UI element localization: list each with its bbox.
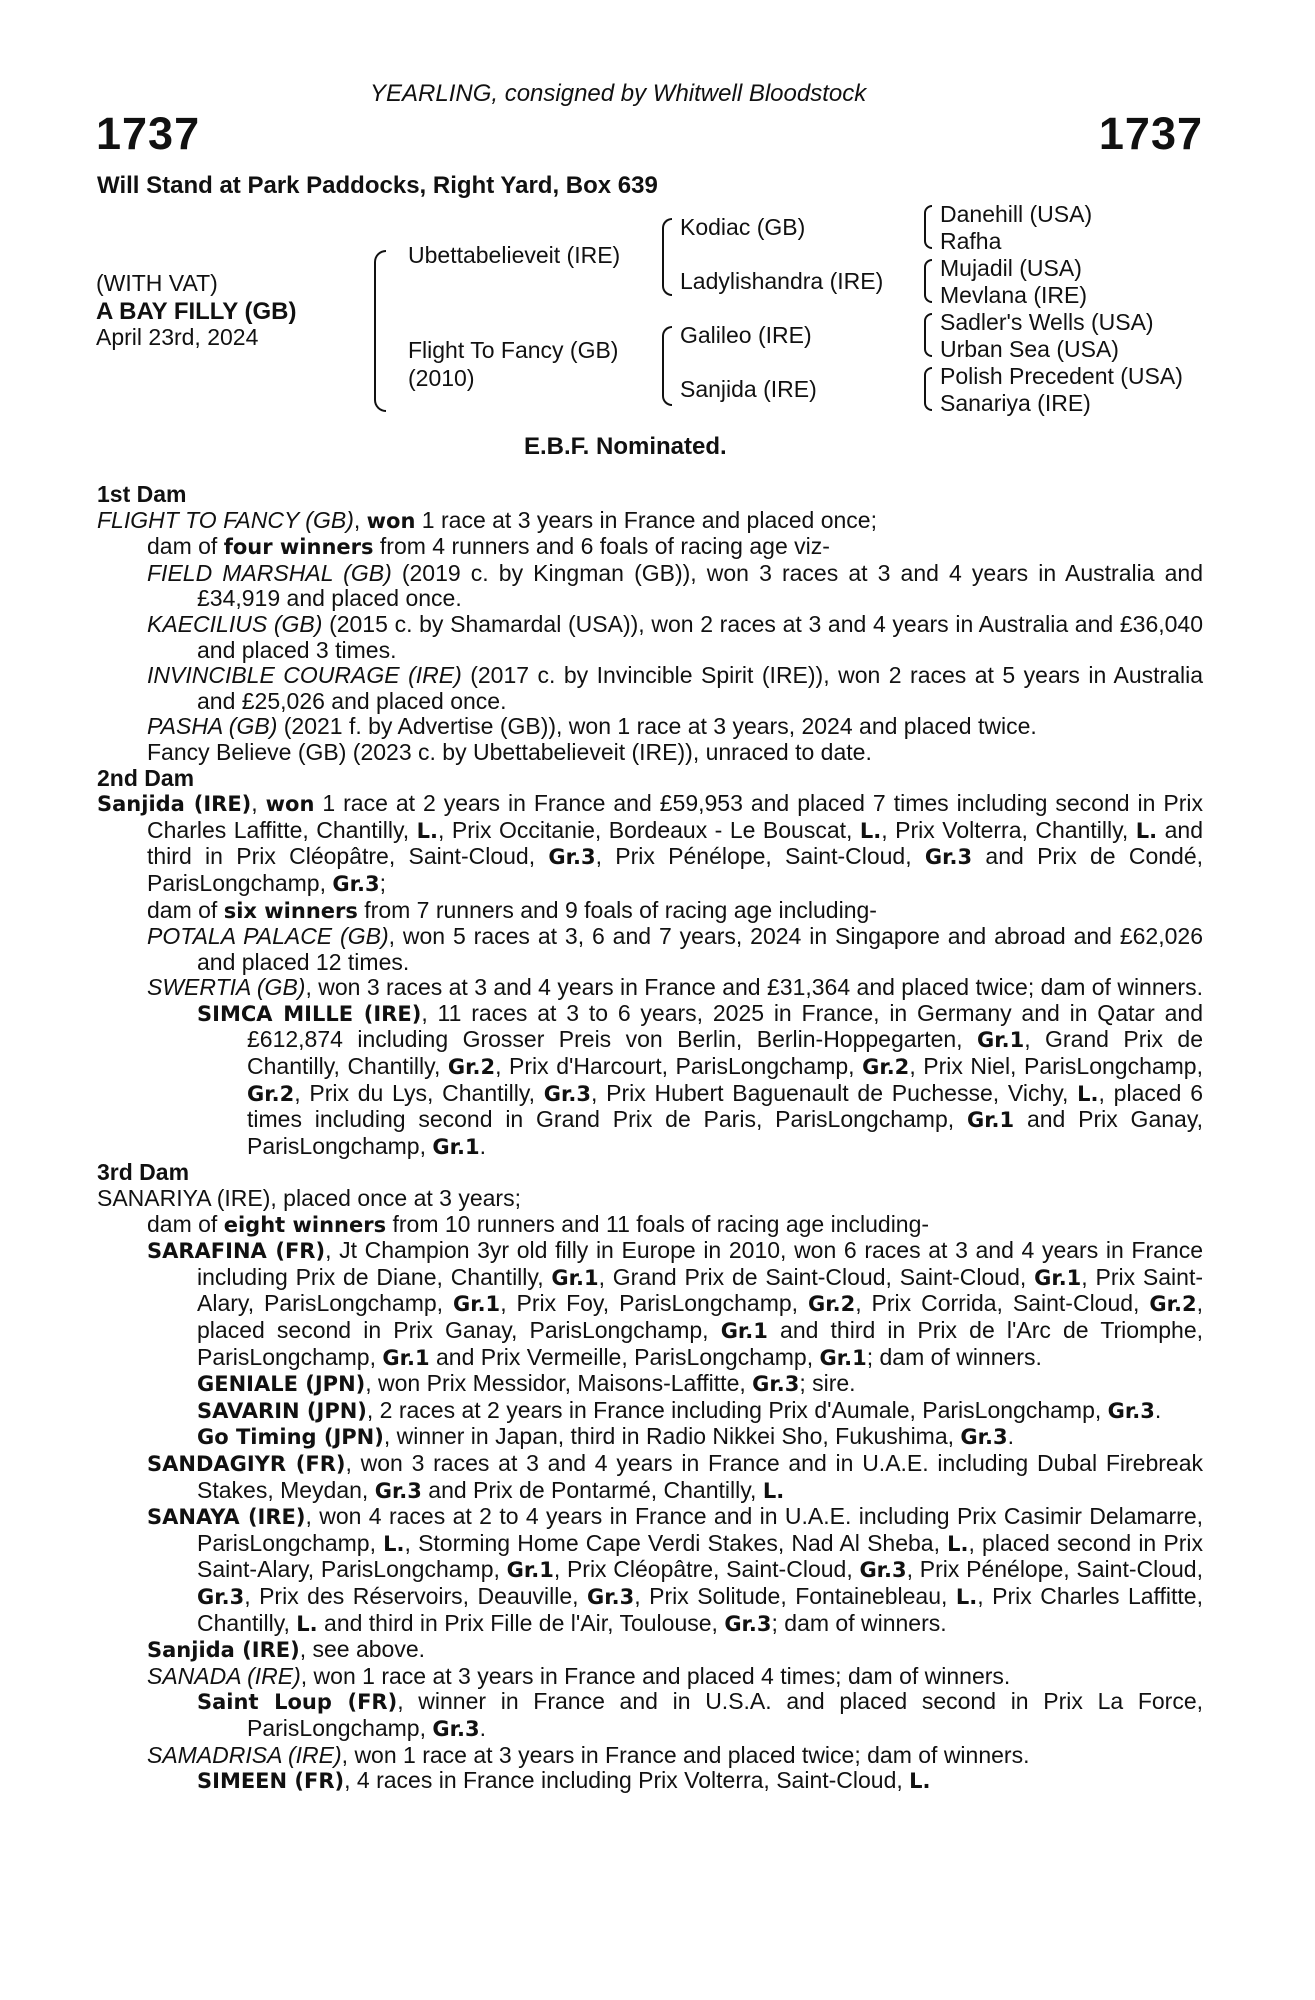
pedigree-ggp-7: Polish Precedent (USA) xyxy=(940,363,1183,389)
progeny-entry: SIMCA MILLE (IRE), 11 races at 3 to 6 years, 2025 in France, in Germany and in Qatar and £612,874 including Grosser Preis von Berlin, Berlin-Hoppegarten, Gr.1, Grand Prix de Chantilly, Chantilly, Gr.2, Prix d'Harcourt, ParisLongchamp, Gr.2, Prix Niel, ParisLongchamp, Gr.2, Prix du Lys, Chantilly, Gr.3, Prix Hubert Baguenault de Puchesse, Vichy, L., placed 6 times including second in Grand Prix de Paris, ParisLongchamp, Gr.1 and Prix Ganay, ParisLongchamp, Gr.1. xyxy=(197,999,1204,1159)
pedigree-ggp-1: Danehill (USA) xyxy=(940,201,1093,227)
progeny-entry: SAMADRISA (IRE), won 1 race at 3 years in France and placed twice; dam of winners. xyxy=(147,1741,1030,1768)
progeny-entry: INVINCIBLE COURAGE (IRE) (2017 c. by Invincible Spirit (IRE)), won 2 races at 5 years in Australia and £25,026 and placed once. xyxy=(147,662,1204,714)
ebf-nomination: E.B.F. Nominated. xyxy=(524,433,727,460)
pedigree-dam-year: (2010) xyxy=(408,365,475,391)
horse-name: A BAY FILLY (GB) xyxy=(96,298,297,325)
progeny-entry: SWERTIA (GB), won 3 races at 3 and 4 years in France and £31,364 and placed twice; dam of winners. xyxy=(147,974,1203,1001)
pedigree-brace-sire xyxy=(662,218,672,296)
progeny-entry: SANADA (IRE), won 1 race at 3 years in France and placed 4 times; dam of winners. xyxy=(147,1662,1011,1689)
progeny-entry: SANAYA (IRE), won 4 races at 2 to 4 years in France and in U.A.E. including Prix Casimir Delamarre, ParisLongchamp, L., Storming Home Cape Verdi Stakes, Nad Al Sheba, L., placed second in Prix Saint-Alary, ParisLongchamp, Gr.1, Prix Cléopâtre, Saint-Cloud, Gr.3, Prix Pénélope, Saint-Cloud, Gr.3, Prix des Réservoirs, Deauville, Gr.3, Prix Solitude, Fontainebleau, L., Prix Charles Laffitte, Chantilly, L. and third in Prix Fille de l'Air, Toulouse, Gr.3; dam of winners. xyxy=(147,1503,1203,1636)
progeny-entry: GENIALE (JPN), won Prix Messidor, Maisons-Laffitte, Gr.3; sire. xyxy=(197,1370,856,1397)
progeny-entry: Saint Loup (FR), winner in France and in U.S.A. and placed second in Prix La Force, ParisLongchamp, Gr.3. xyxy=(197,1688,1204,1741)
progeny-entry: PASHA (GB) (2021 f. by Advertise (GB)), won 1 race at 3 years, 2024 and placed twice. xyxy=(147,713,1037,740)
pedigree-sire: Ubettabelieveit (IRE) xyxy=(408,242,621,268)
pedigree-ggp-2: Rafha xyxy=(940,228,1002,254)
first-dam-paragraph: FLIGHT TO FANCY (GB), won 1 race at 3 years in France and placed once; dam of four winners from 4 runners and 6 foals of racing age viz- xyxy=(97,506,877,560)
pedigree-dam-sire: Galileo (IRE) xyxy=(680,322,812,348)
progeny-entry: SIMEEN (FR), 4 races in France including Prix Volterra, Saint-Cloud, L. xyxy=(197,1767,931,1794)
third-dam-paragraph: SANARIYA (IRE), placed once at 3 years; dam of eight winners from 10 runners and 11 foals of racing age including- xyxy=(97,1185,930,1237)
consignor-line: YEARLING, consigned by Whitwell Bloodstock xyxy=(370,80,867,107)
pedigree-ggp-8: Sanariya (IRE) xyxy=(940,390,1091,416)
progeny-entry: SAVARIN (JPN), 2 races at 2 years in France including Prix d'Aumale, ParisLongchamp, Gr.3. xyxy=(197,1396,1162,1423)
pedigree-sire-dam: Ladylishandra (IRE) xyxy=(680,268,884,294)
second-dam-heading: 2nd Dam xyxy=(97,764,195,791)
pedigree-ggp-6: Urban Sea (USA) xyxy=(940,336,1119,362)
pedigree-brace-g2 xyxy=(924,259,932,303)
progeny-entry: Sanjida (IRE), see above. xyxy=(147,1636,425,1663)
progeny-entry: POTALA PALACE (GB), won 5 races at 3, 6 and 7 years, 2024 in Singapore and abroad and £62,026 and placed 12 times. xyxy=(147,923,1203,975)
first-dam-heading: 1st Dam xyxy=(97,481,187,507)
pedigree-sire-sire: Kodiac (GB) xyxy=(680,214,806,240)
foaled-date: April 23rd, 2024 xyxy=(96,324,259,350)
progeny-entry: SARAFINA (FR), Jt Champion 3yr old filly in Europe in 2010, won 6 races at 3 and 4 years in France including Prix de Diane, Chantilly, Gr.1, Grand Prix de Saint-Cloud, Saint-Cloud, Gr.1, Prix Saint-Alary, ParisLongchamp, Gr.1, Prix Foy, ParisLongchamp, Gr.2, Prix Corrida, Saint-Cloud, Gr.2, placed second in Prix Ganay, ParisLongchamp, Gr.1 and third in Prix de l'Arc de Triomphe, ParisLongchamp, Gr.1 and Prix Vermeille, ParisLongchamp, Gr.1; dam of winners. xyxy=(147,1237,1204,1370)
pedigree-dam-dam: Sanjida (IRE) xyxy=(680,376,817,402)
lot-number-right: 1737 xyxy=(1098,108,1203,159)
progeny-entry: Go Timing (JPN), winner in Japan, third in Radio Nikkei Sho, Fukushima, Gr.3. xyxy=(197,1423,1015,1450)
pedigree-brace-dam xyxy=(662,326,672,406)
pedigree-brace-g4 xyxy=(924,367,932,411)
pedigree-brace-g1 xyxy=(924,205,932,249)
progeny-entry: FIELD MARSHAL (GB) (2019 c. by Kingman (GB)), won 3 races at 3 and 4 years in Australia and £34,919 and placed once. xyxy=(147,559,1203,612)
second-dam-paragraph: Sanjida (IRE), won 1 race at 2 years in France and £59,953 and placed 7 times including second in Prix Charles Laffitte, Chantilly, L., Prix Occitanie, Bordeaux - Le Bouscat, L., Prix Volterra, Chantilly, L. and third in Prix Cléopâtre, Saint-Cloud, Gr.3, Prix Pénélope, Saint-Cloud, Gr.3 and Prix de Condé, ParisLongchamp, Gr.3; dam of six winners from 7 runners and 9 foals of racing age including- xyxy=(97,790,1204,923)
pedigree-brace-g3 xyxy=(924,313,932,357)
pedigree-dam: Flight To Fancy (GB) xyxy=(408,337,619,363)
catalogue-body xyxy=(97,482,1203,1795)
progeny-entry: SANDAGIYR (FR), won 3 races at 3 and 4 years in France and in U.A.E. including Dubal Firebreak Stakes, Meydan, Gr.3 and Prix de Pontarmé, Chantilly, L. xyxy=(147,1449,1203,1503)
pedigree-brace-main xyxy=(374,250,386,412)
third-dam-heading: 3rd Dam xyxy=(97,1159,190,1186)
pedigree-ggp-3: Mujadil (USA) xyxy=(940,255,1082,281)
progeny-entry: Fancy Believe (GB) (2023 c. by Ubettabelieveit (IRE)), unraced to date. xyxy=(147,738,872,765)
pedigree-ggp-5: Sadler's Wells (USA) xyxy=(940,309,1154,335)
lot-number-left: 1737 xyxy=(96,108,201,159)
pedigree-ggp-4: Mevlana (IRE) xyxy=(940,282,1087,308)
stand-location: Will Stand at Park Paddocks, Right Yard, Box 639 xyxy=(97,172,658,199)
vat-label: (WITH VAT) xyxy=(96,270,218,296)
progeny-entry: KAECILIUS (GB) (2015 c. by Shamardal (USA)), won 2 races at 3 and 4 years in Australia and £36,040 and placed 3 times. xyxy=(147,610,1203,663)
